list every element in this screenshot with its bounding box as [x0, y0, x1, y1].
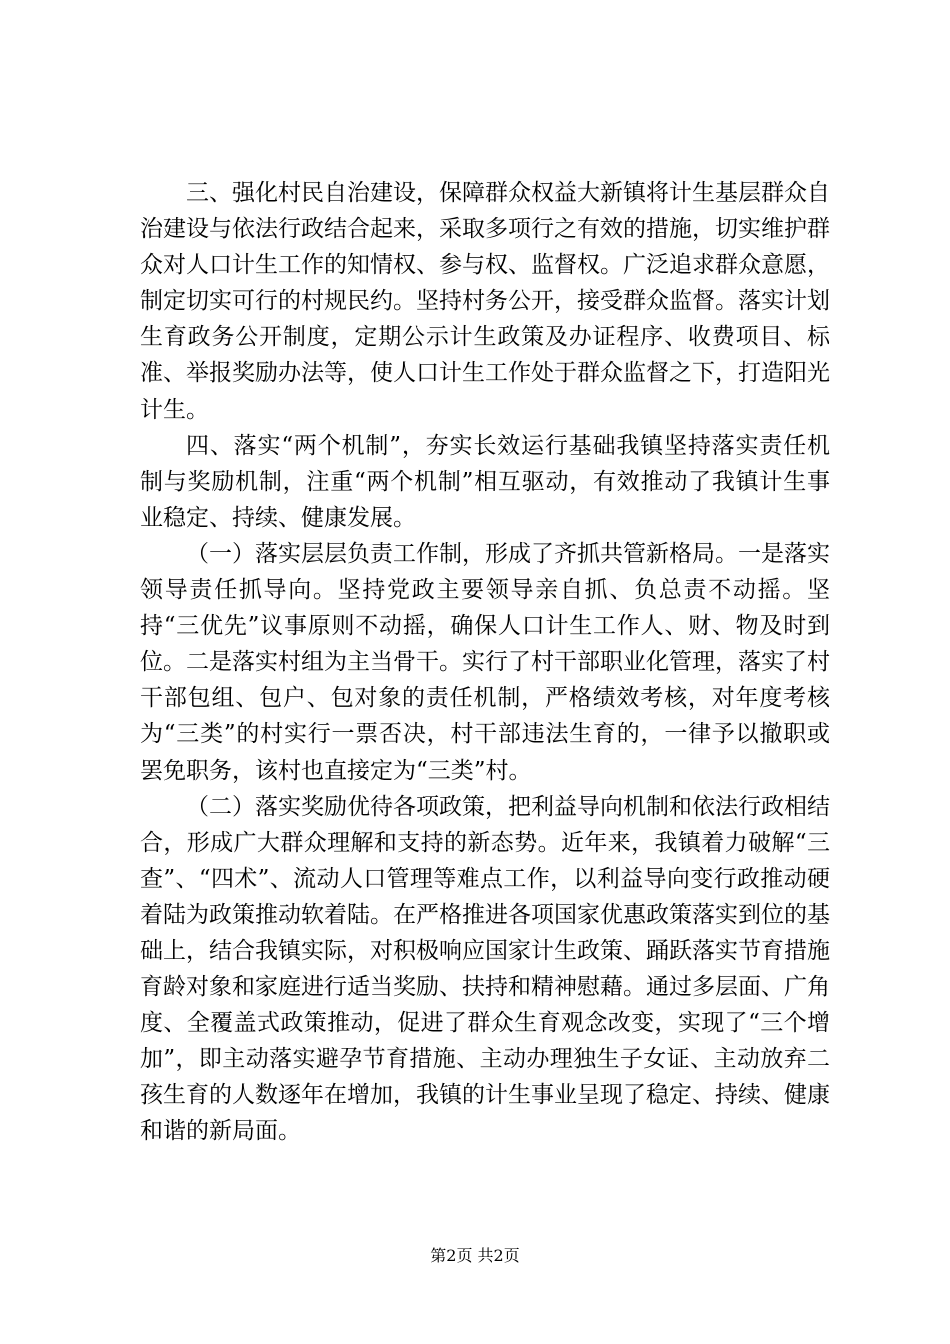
paragraph-4-two-mechanisms: 四、落实“两个机制”，夯实长效运行基础我镇坚持落实责任机制与奖励机制，注重“两个机制”相互驱动，有效推动了我镇计生事业稳定、持续、健康发展。	[140, 432, 830, 531]
paragraph-4-2-reward-policies: （二）落实奖励优待各项政策，把利益导向机制和依法行政相结合，形成广大群众理解和支持的新态势。近年来，我镇着力破解“三查”、“四术”、流动人口管理等难点工作，以利益导向变行政推动硬着陆为政策推动软着陆。在严格推进各项国家优惠政策落实到位的基础上，结合我镇实际，对积极响应国家计生政策、踊跃落实节育措施育龄对象和家庭进行适当奖励、扶持和精神慰藉。通过多层面、广角度、全覆盖式政策推动，促进了群众生育观念改变，实现了“三个增加”，即主动落实避孕节育措施、主动办理独生子女证、主动放弃二孩生育的人数逐年在增加，我镇的计生事业呈现了稳定、持续、健康和谐的新局面。	[140, 793, 830, 1145]
document-body	[140, 175, 830, 1150]
paragraph-3-village-autonomy: 三、强化村民自治建设，保障群众权益大新镇将计生基层群众自治建设与依法行政结合起来，采取多项行之有效的措施，切实维护群众对人口计生工作的知情权、参与权、监督权。广泛追求群众意愿，制定切实可行的村规民约。坚持村务公开，接受群众监督。落实计划生育政务公开制度，定期公示计生政策及办证程序、收费项目、标准、举报奖励办法等，使人口计生工作处于群众监督之下，打造阳光计生。	[140, 180, 830, 423]
page-number-footer: 第2页 共2页	[430, 1246, 520, 1265]
paragraph-4-1-responsibility-system: （一）落实层层负责工作制，形成了齐抓共管新格局。一是落实领导责任抓导向。坚持党政主要领导亲自抓、负总责不动摇。坚持“三优先”议事原则不动摇，确保人口计生工作人、财、物及时到位。二是落实村组为主当骨干。实行了村干部职业化管理，落实了村干部包组、包户、包对象的责任机制，严格绩效考核，对年度考核为“三类”的村实行一票否决，村干部违法生育的，一律予以撤职或罢免职务，该村也直接定为“三类”村。	[140, 540, 830, 784]
